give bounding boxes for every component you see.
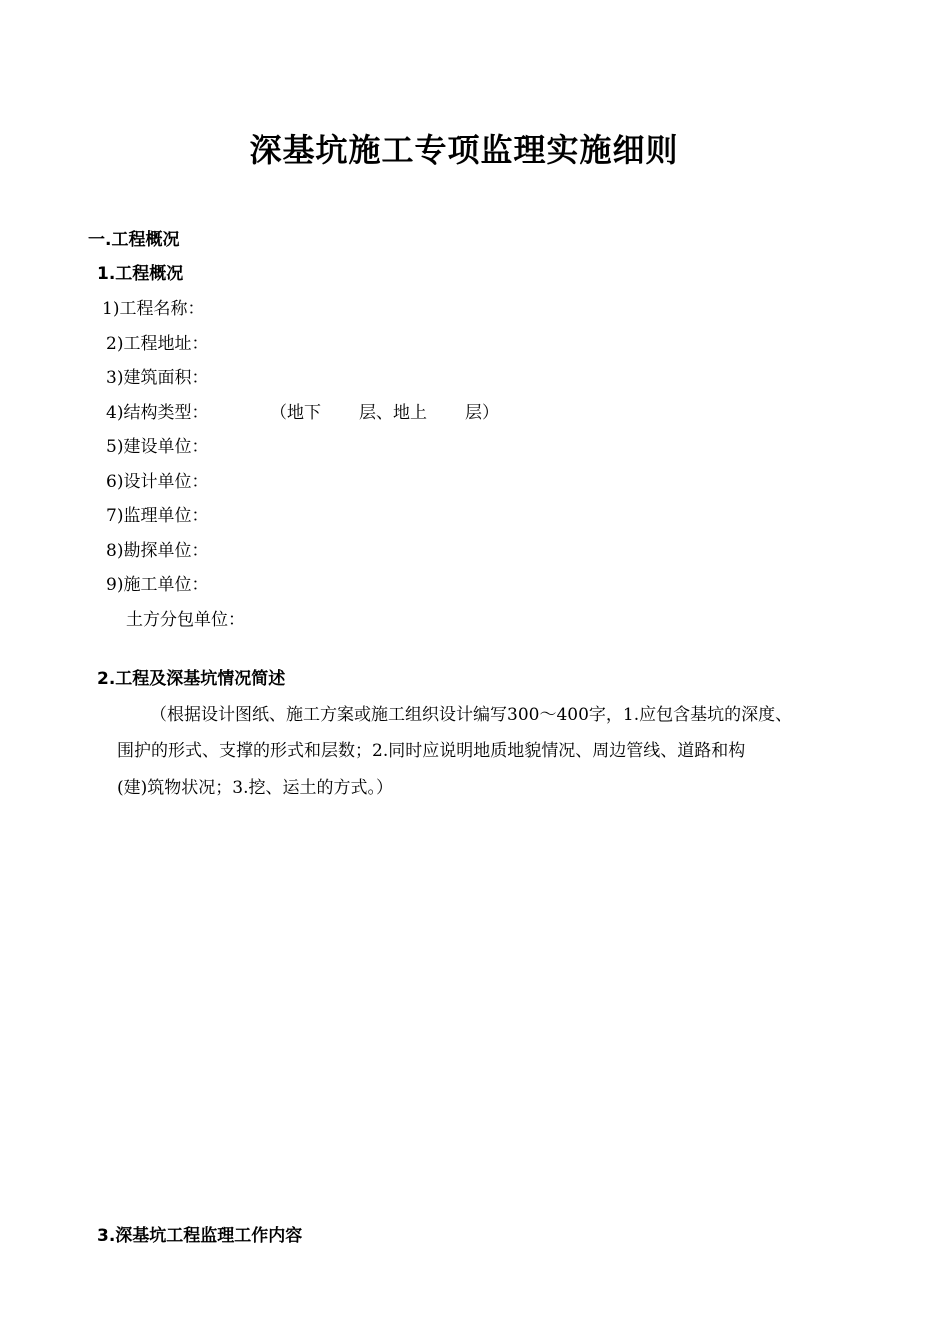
field-project-address: 2)工程地址：	[106, 334, 209, 354]
summary-paragraph-line: (建)筑物状况；3.挖、运土的方式。）	[117, 778, 393, 798]
field-supervision-unit: 7)监理单位：	[106, 506, 209, 526]
field-structure-type: 4)结构类型：	[106, 403, 209, 423]
field-building-area: 3)建筑面积：	[106, 368, 209, 388]
structure-floors-aboveground: 层、地上	[359, 403, 427, 423]
field-project-name: 1)工程名称：	[102, 299, 205, 319]
field-survey-unit: 8)勘探单位：	[106, 541, 209, 561]
summary-paragraph-line: （根据设计图纸、施工方案或施工组织设计编写300～400字，1.应包含基坑的深度、	[150, 705, 793, 725]
field-construction-owner: 5)建设单位：	[106, 437, 209, 457]
field-earthwork-subcontractor: 土方分包单位：	[126, 610, 245, 630]
subsection-heading-overview: 1.工程概况	[97, 264, 184, 284]
structure-floors-close: 层）	[465, 403, 499, 423]
structure-floors	[270, 401, 499, 425]
field-contractor: 9)施工单位：	[106, 575, 209, 595]
structure-floors-underground: （地下	[270, 403, 321, 423]
section-heading-overview: 一.工程概况	[88, 230, 180, 250]
summary-paragraph-line: 围护的形式、支撑的形式和层数；2.同时应说明地质地貌情况、周边管线、道路和构	[117, 741, 746, 761]
subsection-heading-supervision-scope: 3.深基坑工程监理工作内容	[97, 1226, 303, 1246]
field-design-unit: 6)设计单位：	[106, 472, 209, 492]
subsection-heading-pit-summary: 2.工程及深基坑情况简述	[97, 669, 286, 689]
document-title: 深基坑施工专项监理实施细则	[249, 131, 679, 169]
